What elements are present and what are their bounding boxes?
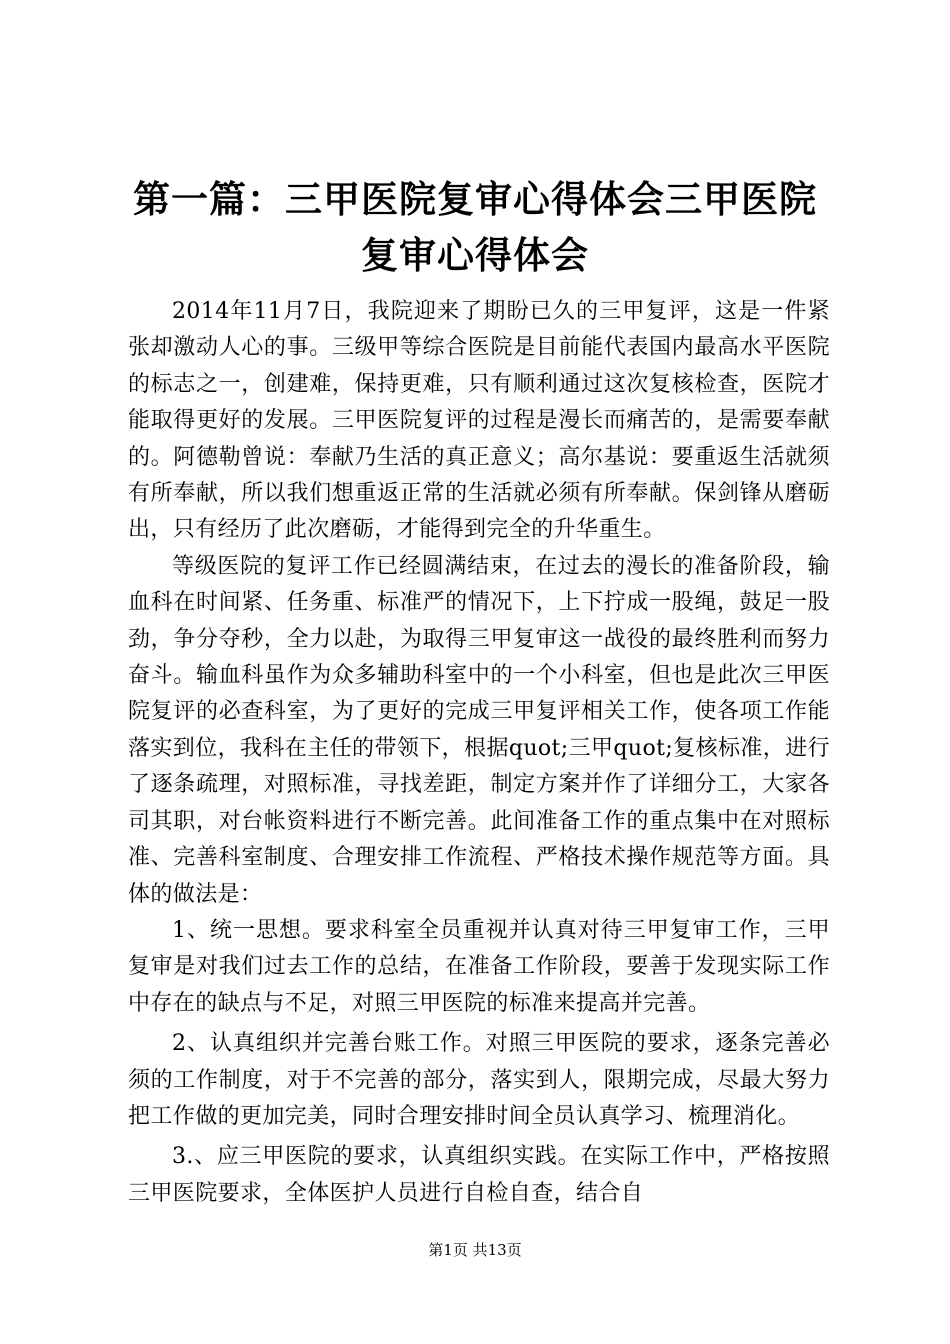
paragraph-preparation: 等级医院的复评工作已经圆满结束，在过去的漫长的准备阶段，输血科在时间紧、任务重、标准严的情况下，上下拧成一股绳，鼓足一股劲，争分夺秒，全力以赴，为取得三甲复审这一战役的最终胜利而努力奋斗。输血科虽作为众多辅助科室中的一个小科室，但也是此次三甲医院复评的必查科室，为了更好的完成三甲复评相关工作，使各项工作能落实到位，我科在主任的带领下，根据quot;三甲quot;复核标准，进行了逐条疏理，对照标准，寻找差距，制定方案并作了详细分工，大家各司其职，对台帐资料进行不断完善。此间准备工作的重点集中在对照标准、完善科室制度、合理安排工作流程、严格技术操作规范等方面。具体的做法是： [128,553,830,907]
paragraph-intro: 2014年11月7日，我院迎来了期盼已久的三甲复评，这是一件紧张却激动人心的事。三级甲等综合医院是目前能代表国内最高水平医院的标志之一，创建难，保持更难，只有顺利通过这次复核检查，医院才能取得更好的发展。三甲医院复评的过程是漫长而痛苦的，是需要奉献的。阿德勒曾说：奉献乃生活的真正意义；高尔基说：要重返生活就须有所奉献，所以我们想重返正常的生活就必须有所奉献。保剑锋从磨砺出，只有经历了此次磨砺，才能得到完全的升华重生。 [128,299,830,543]
document-body [128,294,830,1212]
page-footer: 第1页 共13页 [428,1241,522,1259]
paragraph-item-2: 2、认真组织并完善台账工作。对照三甲医院的要求，逐条完善必须的工作制度，对于不完善的部分，落实到人，限期完成，尽最大努力把工作做的更加完美，同时合理安排时间全员认真学习、梳理消化。 [128,1031,830,1129]
document-title: 第一篇：三甲医院复审心得体会三甲医院复审心得体会 [133,178,817,277]
paragraph-item-1: 1、统一思想。要求科室全员重视并认真对待三甲复审工作，三甲复审是对我们过去工作的总结，在准备工作阶段，要善于发现实际工作中存在的缺点与不足，对照三甲医院的标准来提高并完善。 [128,917,830,1016]
paragraph-item-3: 3.、应三甲医院的要求，认真组织实践。在实际工作中，严格按照三甲医院要求，全体医护人员进行自检自查，结合自 [128,1144,830,1206]
